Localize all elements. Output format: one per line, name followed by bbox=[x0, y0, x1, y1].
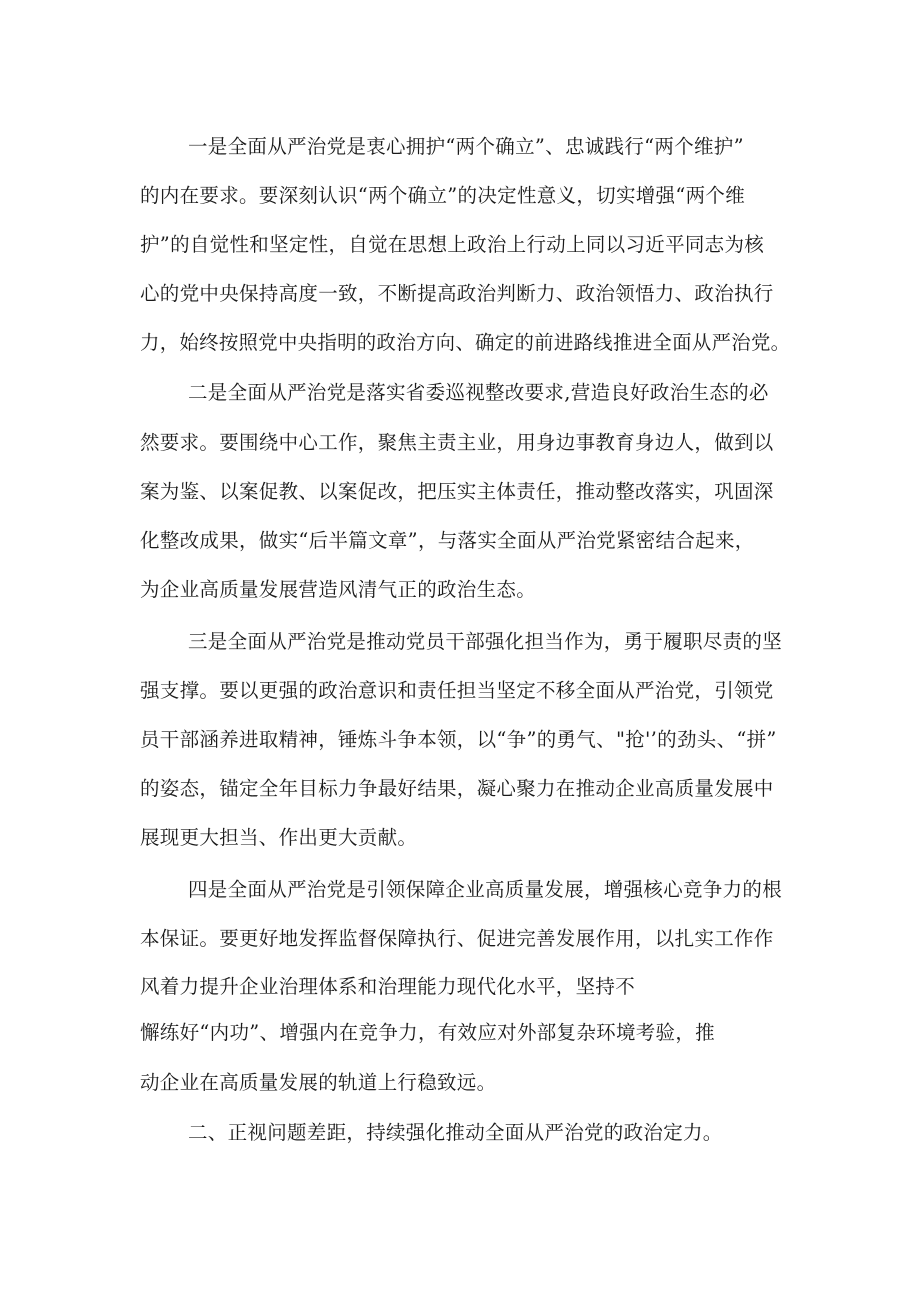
text-line: 员干部涵养进取精神，锤炼斗争本领，以“争”的勇气、"抢'’的劲头、“拼” bbox=[140, 728, 777, 751]
text-line: 展现更大担当、作出更大贡献。 bbox=[140, 826, 418, 849]
text-line: 二是全面从严治党是落实省委巡视整改要求,营造良好政治生态的必 bbox=[188, 381, 769, 404]
text-line: 风着力提升企业治理体系和治理能力现代化水平，坚持不 bbox=[140, 975, 636, 998]
text-line: 三是全面从严治党是推动党员干部强化担当作为，勇于履职尽责的坚 bbox=[188, 630, 783, 653]
text-line: 为企业高质量发展营造风清气正的政治生态。 bbox=[140, 578, 537, 601]
text-line: 的内在要求。要深刻认识“两个确立”的决定性意义，切实增强“两个维 bbox=[140, 184, 746, 207]
text-line: 护”的自觉性和坚定性，自觉在思想上政治上行动上同以习近平同志为核 bbox=[140, 233, 765, 256]
text-line: 心的党中央保持高度一致，不断提高政治判断力、政治领悟力、政治执行 bbox=[140, 282, 774, 305]
text-line: 力，始终按照党中央指明的政治方向、确定的前进路线推进全面从严治党。 bbox=[140, 331, 791, 354]
text-line: 一是全面从严治党是衷心拥护“两个确立”、忠诚践行“两个维护” bbox=[188, 135, 744, 158]
section-heading: 二、正视问题差距，持续强化推动全面从严治党的政治定力。 bbox=[188, 1121, 723, 1144]
text-line: 案为鉴、以案促教、以案促改，把压实主体责任，推动整改落实，巩固深 bbox=[140, 480, 774, 503]
text-line: 本保证。要更好地发挥监督保障执行、促进完善发展作用，以扎实工作作 bbox=[140, 927, 774, 950]
text-line: 化整改成果，做实“后半篇文章”，与落实全面从严治党紧密结合起来， bbox=[140, 529, 755, 552]
text-line: 的姿态，锚定全年目标力争最好结果，凝心聚力在推动企业高质量发展中 bbox=[140, 777, 774, 800]
text-line: 强支撑。要以更强的政治意识和责任担当坚定不移全面从严治党，引领党 bbox=[140, 679, 774, 702]
text-line: 动企业在高质量发展的轨道上行稳致远。 bbox=[140, 1071, 497, 1094]
text-line: 四是全面从严治党是引领保障企业高质量发展，增强核心竞争力的根 bbox=[188, 878, 783, 901]
text-line: 然要求。要围绕中心工作，聚焦主责主业，用身边事教育身边人，做到以 bbox=[140, 431, 774, 454]
text-line: 懈练好“内功”、增强内在竞争力，有效应对外部复杂环境考验，推 bbox=[140, 1021, 715, 1044]
